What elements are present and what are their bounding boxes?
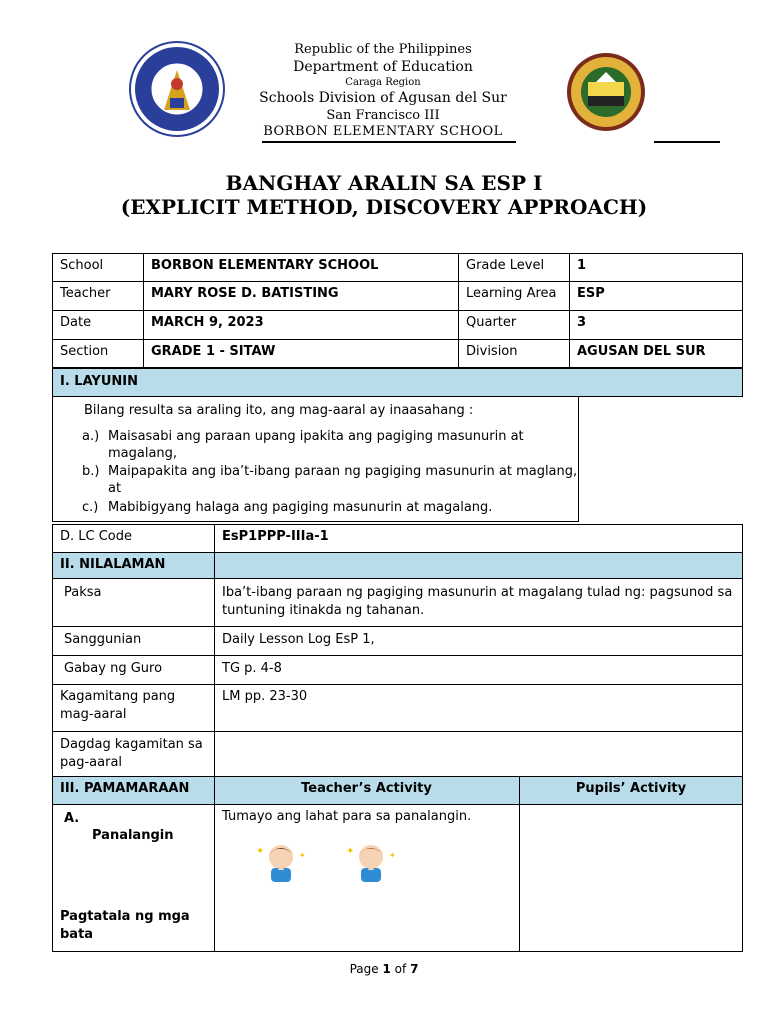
dagdag-label: Dagdag kagamitan sa: [60, 737, 203, 752]
objective-b-mark: b.): [82, 464, 100, 479]
pamamaraan-heading: III. PAMAMARAAN: [60, 781, 190, 796]
area-label: Learning Area: [466, 286, 557, 301]
svg-text:✦: ✦: [299, 851, 306, 860]
praying-child-image-1: [256, 842, 306, 882]
objective-a-mark: a.): [82, 429, 100, 444]
svg-text:✦: ✦: [389, 851, 396, 860]
division-label: Division: [466, 344, 518, 359]
lc-code-value: EsP1PPP-IIIa-1: [222, 529, 329, 544]
kagamitan-label-2: mag-aaral: [60, 707, 127, 722]
paksa-value-2: tuntuning itinakda ng tahanan.: [222, 603, 425, 618]
school-label: School: [60, 258, 104, 273]
paksa-label: Paksa: [64, 585, 102, 600]
school-value: BORBON ELEMENTARY SCHOOL: [151, 258, 379, 273]
dagdag-label-2: pag-aaral: [60, 755, 123, 770]
header-rule-right: [654, 141, 720, 143]
page-of: of: [394, 962, 407, 976]
objective-a-text-2: magalang,: [108, 446, 178, 461]
page-total: 7: [410, 962, 419, 976]
header-rule-left: [262, 141, 516, 143]
svg-text:✦: ✦: [346, 846, 355, 857]
objective-c-mark: c.): [82, 500, 99, 515]
layunin-heading: I. LAYUNIN: [60, 374, 138, 389]
page-title: BANGHAY ARALIN SA ESP I: [225, 171, 543, 195]
grade-label: Grade Level: [466, 258, 545, 273]
page-footer: [0, 962, 768, 976]
quarter-value: 3: [577, 315, 587, 330]
objective-a-text: Maisasabi ang paraan upang ipakita ang pagiging masunurin at: [108, 429, 524, 444]
grade-value: 1: [577, 258, 587, 273]
gabay-label: Gabay ng Guro: [64, 661, 163, 676]
area-value: ESP: [577, 286, 605, 301]
teacher-value: MARY ROSE D. BATISTING: [151, 286, 339, 301]
step-a-panalangin: Panalangin: [92, 828, 174, 843]
date-label: Date: [60, 315, 92, 330]
section-label: Section: [60, 344, 109, 359]
header-division: Schools Division of Agusan del Sur: [259, 90, 507, 106]
header-deped: Department of Education: [293, 59, 473, 75]
date-value: MARCH 9, 2023: [151, 315, 264, 330]
header-republic: Republic of the Philippines: [294, 42, 472, 57]
quarter-label: Quarter: [466, 315, 517, 330]
gabay-value: TG p. 4-8: [222, 661, 282, 676]
section-value: GRADE 1 - SITAW: [151, 344, 276, 359]
attendance-label-2: bata: [60, 927, 94, 942]
objective-b-text: Maipapakita ang iba’t-ibang paraan ng pagiging masunurin at maglang,: [108, 464, 578, 479]
teacher-label: Teacher: [60, 286, 111, 301]
objective-b-text-2: at: [108, 481, 122, 496]
page-subtitle: (EXPLICIT METHOD, DISCOVERY APPROACH): [120, 195, 648, 219]
praying-child-image-2: [346, 842, 396, 882]
pupils-activity-header: Pupils’ Activity: [575, 781, 687, 796]
kagamitan-label: Kagamitang pang: [60, 689, 176, 704]
page-number: 1: [382, 962, 391, 976]
nilalaman-heading: II. NILALAMAN: [60, 557, 166, 572]
header-district: San Francisco III: [326, 108, 440, 123]
division-value: AGUSAN DEL SUR: [577, 344, 706, 359]
sanggunian-label: Sanggunian: [64, 632, 142, 647]
header-region: Caraga Region: [345, 77, 421, 88]
step-a-label: A.: [64, 811, 80, 826]
lc-code-label: D. LC Code: [60, 529, 133, 544]
teacher-prayer-text: Tumayo ang lahat para sa panalangin.: [222, 809, 472, 824]
svg-text:✦: ✦: [256, 846, 265, 857]
page-prefix: Page: [349, 962, 379, 976]
attendance-label: Pagtatala ng mga: [60, 909, 190, 924]
header-school: BORBON ELEMENTARY SCHOOL: [263, 124, 503, 139]
teacher-activity-header: Teacher’s Activity: [301, 781, 432, 796]
layunin-intro: Bilang resulta sa araling ito, ang mag-aaral ay inaasahang :: [84, 403, 474, 418]
paksa-value: Iba’t-ibang paraan ng pagiging masunurin at magalang tulad ng: pagsunod sa: [222, 585, 733, 600]
objective-c-text: Mabibigyang halaga ang pagiging masunurin at magalang.: [108, 500, 493, 515]
kagamitan-value: LM pp. 23-30: [222, 689, 308, 704]
sanggunian-value: Daily Lesson Log EsP 1,: [222, 632, 375, 647]
